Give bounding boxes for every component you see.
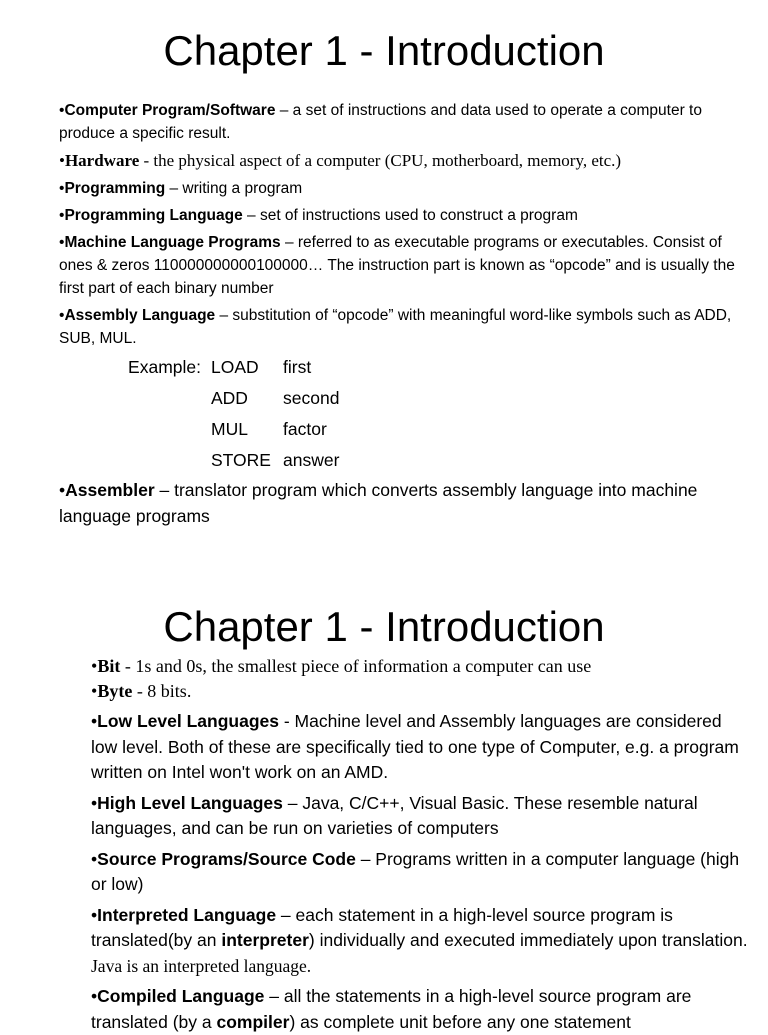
slide-2 <box>0 580 768 1032</box>
example-opcode: LOAD <box>211 357 259 377</box>
term: Hardware <box>64 151 140 170</box>
bullet-assembly-language: •Assembly Language – substitution of “opcode” with meaningful word-like symbols such as ADD, SUB, MUL. <box>59 307 732 347</box>
term: Byte <box>97 681 133 701</box>
term: Computer Program/Software <box>64 102 276 119</box>
definition: – writing a program <box>165 180 303 197</box>
slide-1-bullet-list <box>59 99 749 529</box>
bullet-machine-language: •Machine Language Programs – referred to as executable programs or executables. Consist of ones & zeros 110000000000100000… The instruction part is known as “opcode” and is usually the first part of each binary number <box>59 234 735 297</box>
definition: – each statement in a high-level source program is translated(by an <box>91 904 673 950</box>
slide-1-title: Chapter 1 - Introduction <box>163 27 605 74</box>
definition: - the physical aspect of a computer (CPU, motherboard, memory, etc.) <box>139 151 622 170</box>
example-opcode: MUL <box>211 419 248 439</box>
bullet-programming-language: •Programming Language – set of instructions used to construct a program <box>59 207 578 224</box>
assembly-example <box>59 352 749 476</box>
example-operand: second <box>283 388 340 408</box>
example-operand: factor <box>283 419 327 439</box>
term: High Level Languages <box>97 792 283 813</box>
bullet-bit: •Bit - 1s and 0s, the smallest piece of information a computer can use <box>91 656 592 676</box>
example-row <box>59 445 749 476</box>
definition: - 8 bits. <box>132 681 192 701</box>
example-row <box>59 352 749 383</box>
definition: – set of instructions used to construct a program <box>242 207 578 224</box>
bullet-interpreted-language: •Interpreted Language – each statement in a high-level source program is translated(by an interpreter) individually and executed immediately upon translation. Java is an interpreted language. <box>91 904 748 976</box>
term-compiler: compiler <box>216 1011 290 1032</box>
term: Assembler <box>65 480 155 500</box>
definition-continued: ) as complete unit before any one statement <box>289 1011 631 1032</box>
example-opcode: ADD <box>211 388 248 408</box>
bullet-assembler: •Assembler – translator program which converts assembly language into machine language programs <box>59 480 698 526</box>
example-operand: answer <box>283 450 340 470</box>
slide-2-bullet-list <box>91 654 751 1035</box>
term: Source Programs/Source Code <box>97 848 356 869</box>
example-opcode: STORE <box>211 450 271 470</box>
bullet-computer-program: •Computer Program/Software – a set of instructions and data used to operate a computer to produce a specific result. <box>59 102 702 142</box>
definition: – translator program which converts assembly language into machine language programs <box>59 480 698 526</box>
bullet-source-programs: •Source Programs/Source Code – Programs written in a computer language (high or low) <box>91 848 740 894</box>
term: Programming Language <box>64 207 243 224</box>
definition: - 1s and 0s, the smallest piece of information a computer can use <box>120 656 592 676</box>
term: Machine Language Programs <box>64 234 281 251</box>
bullet-hardware: •Hardware - the physical aspect of a computer (CPU, motherboard, memory, etc.) <box>59 151 622 170</box>
bullet-low-level-languages: •Low Level Languages - Machine level and Assembly languages are considered low level. Both of these are specifically tied to one type of Computer, e.g. a program written on Intel won't work on an AMD. <box>91 711 739 782</box>
term: Compiled Language <box>97 986 265 1006</box>
bullet-compiled-language: •Compiled Language – all the statements in a high-level source program are translated (by a compiler) as complete unit before any one statement <box>91 986 692 1032</box>
bullet-programming: •Programming – writing a program <box>59 180 303 197</box>
example-row <box>59 383 749 414</box>
definition: – referred to as executable programs or executables. Consist of ones & zeros 110000000000100000… The instruction part is known as “opcode” and is usually the first part of each binary number <box>59 234 735 297</box>
definition: – substitution of “opcode” with meaningful word-like symbols such as ADD, SUB, MUL. <box>59 307 732 347</box>
term: Interpreted Language <box>97 904 277 925</box>
definition: – a set of instructions and data used to operate a computer to produce a specific result. <box>59 102 702 142</box>
definition: - Machine level and Assembly languages are considered low level. Both of these are specifically tied to one type of Computer, e.g. a program written on Intel won't work on an AMD. <box>91 711 739 782</box>
definition-note: Java is an interpreted language. <box>91 955 312 976</box>
term: Bit <box>97 656 121 676</box>
term: Programming <box>64 180 166 197</box>
bullet-byte: •Byte - 8 bits. <box>91 681 192 701</box>
definition-continued: ) individually and executed immediately upon translation. <box>308 930 748 950</box>
term-interpreter: interpreter <box>221 930 309 950</box>
example-operand: first <box>283 357 312 377</box>
slide-2-title: Chapter 1 - Introduction <box>163 603 605 650</box>
definition: – Java, C/C++, Visual Basic. These resemble natural languages, and can be run on varieties of computers <box>91 792 698 838</box>
example-label: Example: <box>128 357 201 377</box>
term: Assembly Language <box>64 307 216 324</box>
definition: – Programs written in a computer language (high or low) <box>91 848 740 894</box>
term: Low Level Languages <box>97 711 279 731</box>
bullet-high-level-languages: •High Level Languages – Java, C/C++, Visual Basic. These resemble natural languages, and can be run on varieties of computers <box>91 792 698 838</box>
definition: – all the statements in a high-level source program are translated (by a <box>91 986 692 1032</box>
example-row <box>59 414 749 445</box>
